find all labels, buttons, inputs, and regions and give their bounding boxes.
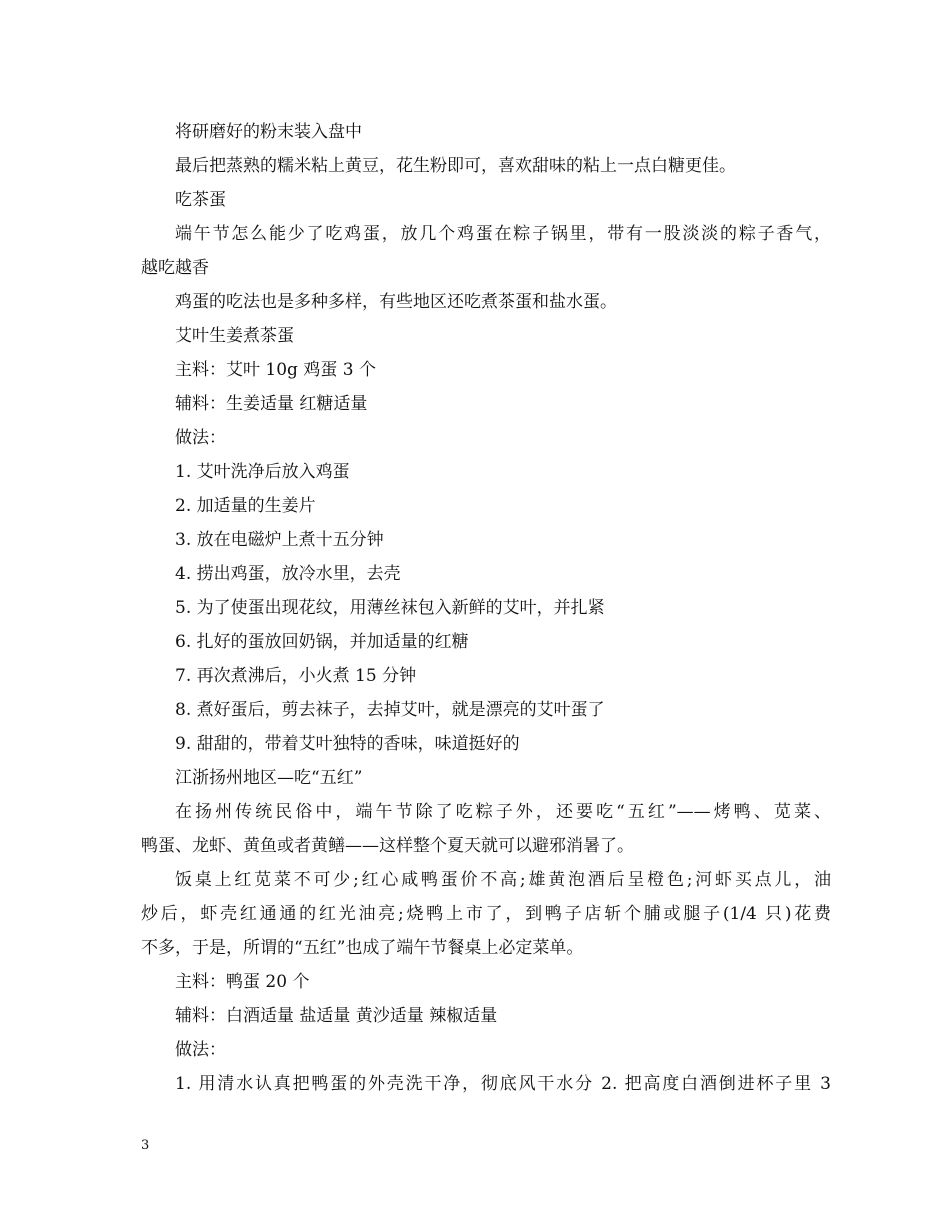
text-line: 艾叶生姜煮茶蛋 [175, 326, 294, 346]
text-line: 在扬州传统民俗中，端午节除了吃粽子外，还要吃“五红”——烤鸭、苋菜、 [175, 802, 831, 822]
text-line: 端午节怎么能少了吃鸡蛋，放几个鸡蛋在粽子锅里，带有一股淡淡的粽子香气， [175, 224, 831, 244]
text-line: 1. 艾叶洗净后放入鸡蛋 [175, 462, 350, 482]
document-body [141, 115, 831, 1101]
text-line: 饭桌上红苋菜不可少;红心咸鸭蛋价不高;雄黄泡酒后呈橙色;河虾买点儿，油 [175, 870, 831, 890]
page-number: 3 [141, 1138, 150, 1153]
text-line: 3. 放在电磁炉上煮十五分钟 [175, 530, 384, 550]
text-line: 最后把蒸熟的糯米粘上黄豆，花生粉即可，喜欢甜味的粘上一点白糖更佳。 [175, 156, 736, 176]
text-line: 鸡蛋的吃法也是多种多样，有些地区还吃煮茶蛋和盐水蛋。 [175, 292, 617, 312]
text-line: 吃茶蛋 [175, 190, 226, 210]
text-line: 越吃越香 [141, 258, 209, 278]
text-line: 9. 甜甜的，带着艾叶独特的香味，味道挺好的 [175, 734, 520, 754]
text-line: 2. 加适量的生姜片 [175, 496, 316, 516]
text-line: 主料：鸭蛋 20 个 [175, 972, 310, 992]
text-line: 4. 捞出鸡蛋，放冷水里，去壳 [175, 564, 401, 584]
text-line: 做法： [175, 428, 226, 448]
text-line: 做法： [175, 1040, 226, 1060]
text-line: 8. 煮好蛋后，剪去袜子，去掉艾叶，就是漂亮的艾叶蛋了 [175, 700, 605, 720]
text-line: 鸭蛋、龙虾、黄鱼或者黄鳝——这样整个夏天就可以避邪消暑了。 [141, 836, 634, 856]
text-line: 将研磨好的粉末装入盘中 [175, 122, 362, 142]
text-line: 5. 为了使蛋出现花纹，用薄丝袜包入新鲜的艾叶，并扎紧 [175, 598, 605, 618]
text-line: 江浙扬州地区—吃“五红” [175, 768, 363, 788]
text-line: 不多，于是，所谓的“五红”也成了端午节餐桌上必定菜单。 [141, 938, 584, 958]
text-line: 炒后，虾壳红通通的红光油亮;烧鸭上市了，到鸭子店斩个脯或腿子(1/4 只)花费 [141, 904, 831, 924]
text-line: 辅料：生姜适量 红糖适量 [175, 394, 368, 414]
text-line: 辅料：白酒适量 盐适量 黄沙适量 辣椒适量 [175, 1006, 498, 1026]
text-line: 7. 再次煮沸后，小火煮 15 分钟 [175, 666, 417, 686]
text-line: 主料：艾叶 10g 鸡蛋 3 个 [175, 360, 376, 380]
text-line: 6. 扎好的蛋放回奶锅，并加适量的红糖 [175, 632, 469, 652]
text-line: 1. 用清水认真把鸭蛋的外壳洗干净，彻底风干水分 2. 把高度白酒倒进杯子里 3 [175, 1074, 831, 1094]
